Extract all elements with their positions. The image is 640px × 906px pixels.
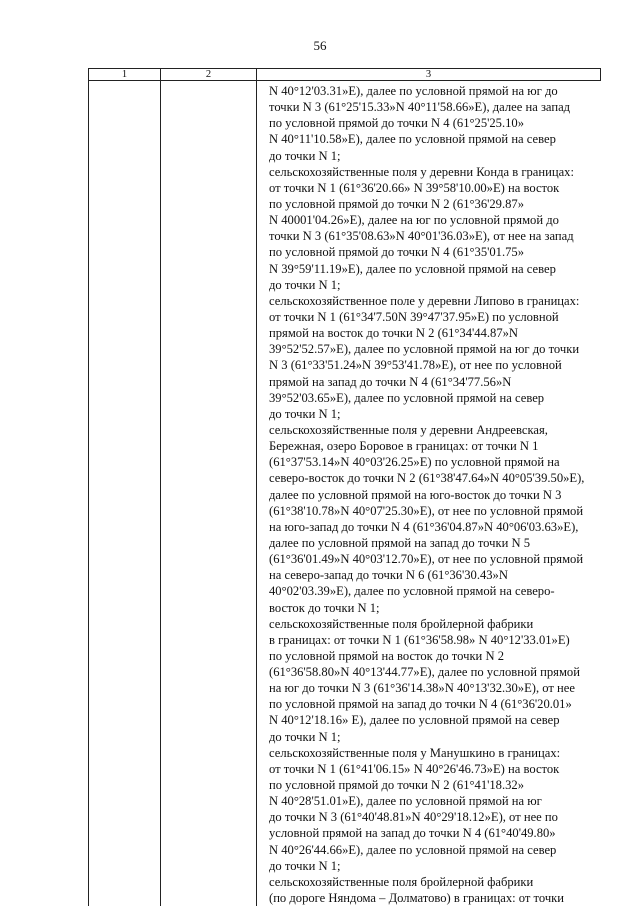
text-line: прямой на восток до точки N 2 (61°34'44.87»N <box>269 325 601 341</box>
text-line: по условной прямой на запад до точки N 4 (61°36'20.01» <box>269 696 601 712</box>
text-line: N 3 (61°33'51.24»N 39°53'41.78»E), от нее по условной <box>269 357 601 373</box>
text-line: (61°38'10.78»N 40°07'25.30»E), от нее по условной прямой <box>269 503 601 519</box>
text-line: сельскохозяйственные поля у деревни Конда в границах: <box>269 164 601 180</box>
text-line: далее по условной прямой на запад до точки N 5 <box>269 535 601 551</box>
text-line: сельскохозяйственные поля бройлерной фабрики <box>269 874 601 890</box>
text-line: сельскохозяйственное поле у деревни Липово в границах: <box>269 293 601 309</box>
text-line: N 39°59'11.19»E), далее по условной прямой на север <box>269 261 601 277</box>
column-3-text <box>257 81 601 906</box>
text-line: на юг до точки N 3 (61°36'14.38»N 40°13'32.30»E), от нее <box>269 680 601 696</box>
text-line: сельскохозяйственные поля бройлерной фабрики <box>269 616 601 632</box>
text-line: Бережная, озеро Боровое в границах: от точки N 1 <box>269 438 601 454</box>
column-header-1: 1 <box>89 69 161 81</box>
text-line: до точки N 1; <box>269 406 601 422</box>
text-line: точки N 3 (61°25'15.33»N 40°11'58.66»E), далее на запад <box>269 99 601 115</box>
text-line: на юго-запад до точки N 4 (61°36'04.87»N 40°06'03.63»E), <box>269 519 601 535</box>
text-line: от точки N 1 (61°41'06.15» N 40°26'46.73»E) на восток <box>269 761 601 777</box>
column-header-3: 3 <box>257 69 601 81</box>
text-line: N 40°11'10.58»E), далее по условной прямой на север <box>269 131 601 147</box>
text-line: (по дороге Няндома – Долматово) в границах: от точки <box>269 890 601 906</box>
text-line: по условной прямой до точки N 4 (61°25'25.10» <box>269 115 601 131</box>
text-line: сельскохозяйственные поля у деревни Андреевская, <box>269 422 601 438</box>
page-number: 56 <box>0 38 640 54</box>
text-line: условной прямой на запад до точки N 4 (61°40'49.80» <box>269 825 601 841</box>
table-row <box>89 81 601 906</box>
text-line: на северо-запад до точки N 6 (61°36'30.43»N <box>269 567 601 583</box>
text-line: (61°36'58.80»N 40°13'44.77»E), далее по условной прямой <box>269 664 601 680</box>
text-line: до точки N 1; <box>269 148 601 164</box>
text-line: от точки N 1 (61°36'20.66» N 39°58'10.00»E) на восток <box>269 180 601 196</box>
text-line: до точки N 1; <box>269 729 601 745</box>
text-line: 39°52'03.65»E), далее по условной прямой на север <box>269 390 601 406</box>
text-line: N 40°28'51.01»E), далее по условной прямой на юг <box>269 793 601 809</box>
column-2-cell <box>161 81 257 906</box>
text-line: (61°37'53.14»N 40°03'26.25»E) по условной прямой на <box>269 454 601 470</box>
text-line: от точки N 1 (61°34'7.50N 39°47'37.95»E) по условной <box>269 309 601 325</box>
text-line: N 40°26'44.66»E), далее по условной прямой на север <box>269 842 601 858</box>
text-line: N 40001'04.26»E), далее на юг по условной прямой до <box>269 212 601 228</box>
text-line: N 40°12'03.31»E), далее по условной прямой на юг до <box>269 83 601 99</box>
text-line: по условной прямой до точки N 2 (61°36'29.87» <box>269 196 601 212</box>
column-header-2: 2 <box>161 69 257 81</box>
text-line: северо-восток до точки N 2 (61°38'47.64»N 40°05'39.50»E), <box>269 470 601 486</box>
text-line: до точки N 1; <box>269 858 601 874</box>
text-line: восток до точки N 1; <box>269 600 601 616</box>
text-line: точки N 3 (61°35'08.63»N 40°01'36.03»E), от нее на запад <box>269 228 601 244</box>
text-line: 40°02'03.39»E), далее по условной прямой на северо- <box>269 583 601 599</box>
text-line: по условной прямой до точки N 2 (61°41'18.32» <box>269 777 601 793</box>
text-line: до точки N 3 (61°40'48.81»N 40°29'18.12»E), от нее по <box>269 809 601 825</box>
text-line: по условной прямой до точки N 4 (61°35'01.75» <box>269 244 601 260</box>
text-line: далее по условной прямой на юго-восток до точки N 3 <box>269 487 601 503</box>
text-line: прямой на запад до точки N 4 (61°34'77.56»N <box>269 374 601 390</box>
column-1-cell <box>89 81 161 906</box>
text-line: до точки N 1; <box>269 277 601 293</box>
text-line: 39°52'52.57»E), далее по условной прямой на юг до точки <box>269 341 601 357</box>
text-line: (61°36'01.49»N 40°03'12.70»E), от нее по условной прямой <box>269 551 601 567</box>
text-line: по условной прямой на восток до точки N 2 <box>269 648 601 664</box>
text-line: N 40°12'18.16» E), далее по условной прямой на север <box>269 712 601 728</box>
column-3-cell <box>257 81 601 906</box>
table-header-row <box>89 69 601 81</box>
text-line: в границах: от точки N 1 (61°36'58.98» N 40°12'33.01»E) <box>269 632 601 648</box>
text-line: сельскохозяйственные поля у Манушкино в границах: <box>269 745 601 761</box>
document-table <box>88 68 601 906</box>
